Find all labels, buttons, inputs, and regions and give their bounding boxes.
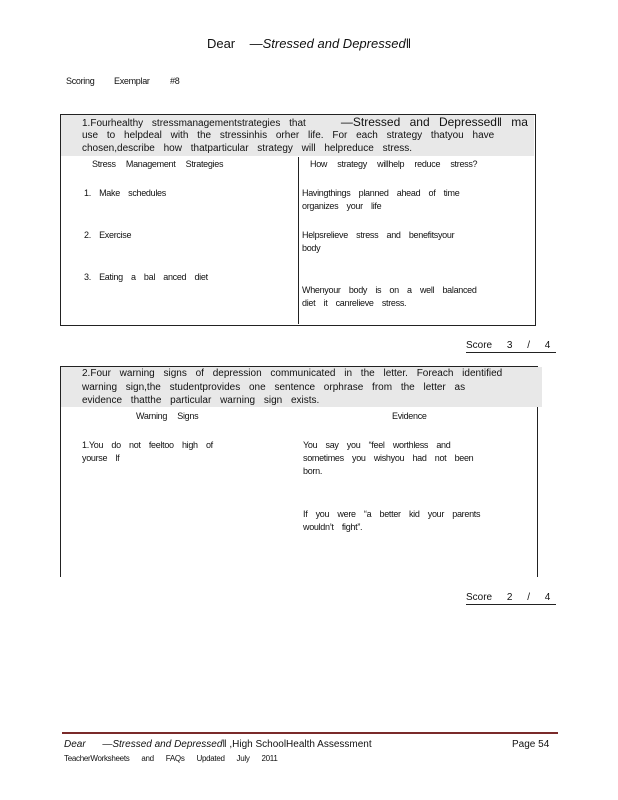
s1-row2-right-b: body — [302, 243, 321, 253]
s2-evidence2-line2: wouldn’t fight”. — [303, 522, 363, 532]
title-prefix: Dear — [206, 36, 236, 51]
q1-text-a: 1.Fourhealthy stressmanagementstrategies that — [82, 118, 306, 129]
footer-title: —Stressed and Depressed‖ — [102, 739, 227, 750]
s1-right-header: How strategy willhelp reduce stress? — [310, 159, 478, 169]
footer-page: Page 54 — [512, 739, 550, 750]
section2-question-line2: warning sign,the studentprovides one sentence orphrase from the letter as — [82, 382, 466, 393]
s2-right-header: Evidence — [392, 411, 427, 421]
s2-evidence1-line3: born. — [303, 466, 323, 476]
section1-score: Score 3 / 4 — [466, 340, 551, 351]
section2-score: Score 2 / 4 — [466, 592, 551, 603]
s1-row3-right-a: Whenyour body is on a well balanced — [302, 285, 477, 295]
section2-question-line1: 2.Four warning signs of depression communicated in the letter. Foreach identified — [82, 368, 503, 379]
q1-text-italic: —Stressed and Depressed‖ ma — [340, 116, 528, 129]
s2-evidence2-line1: If you were “a better kid your parents — [303, 509, 481, 519]
s2-evidence1-line2: sometimes you wishyou had not been — [303, 453, 474, 463]
section2-score-underline — [466, 604, 556, 605]
scoring-exemplar: Exemplar — [114, 76, 150, 86]
s2-left-line2: yourse lf — [82, 453, 120, 463]
s1-row1-right-b: organizes your life — [302, 201, 382, 211]
footer-line1 — [64, 739, 372, 750]
s1-left-header: Stress Management Strategies — [92, 159, 224, 169]
section1-question-line1 — [82, 116, 534, 130]
footer-line2: TeacherWorksheets and FAQs Updated July 2011 — [64, 754, 278, 763]
s2-evidence1-line1: You say you “feel worthless and — [303, 440, 451, 450]
s1-row2-right-a: Helpsrelieve stress and benefitsyour — [302, 230, 455, 240]
footer-rest: ,High SchoolHealth Assessment — [229, 739, 372, 750]
section1-question-line3: chosen,describe how thatparticular strategy will helpreduce stress. — [82, 143, 413, 154]
s2-left-header: Warning Signs — [136, 411, 199, 421]
s1-row3-right-b: diet it canrelieve stress. — [302, 298, 407, 308]
s1-column-divider — [298, 157, 299, 324]
section2-question-line3: evidence thatthe particular warning sign exists. — [82, 395, 320, 406]
title-italic: —Stressed and Depressed‖ — [249, 36, 412, 51]
footer-rule — [62, 732, 558, 734]
s1-row1-left: 1. Make schedules — [84, 188, 166, 198]
scoring-label: Scoring — [66, 76, 95, 86]
s2-left-line1: 1.You do not feeltoo high of — [82, 440, 213, 450]
page-title — [0, 36, 618, 51]
footer-dear: Dear — [64, 739, 86, 750]
s1-row2-left: 2. Exercise — [84, 230, 132, 240]
section1-score-underline — [466, 352, 556, 353]
scoring-number: #8 — [170, 76, 180, 86]
s1-row1-right-a: Havingthings planned ahead of time — [302, 188, 460, 198]
section1-question-line2: use to helpdeal with the stressinhis orher life. For each strategy thatyou have — [82, 130, 495, 141]
s1-row3-left: 3. Eating a bal anced diet — [84, 272, 208, 282]
